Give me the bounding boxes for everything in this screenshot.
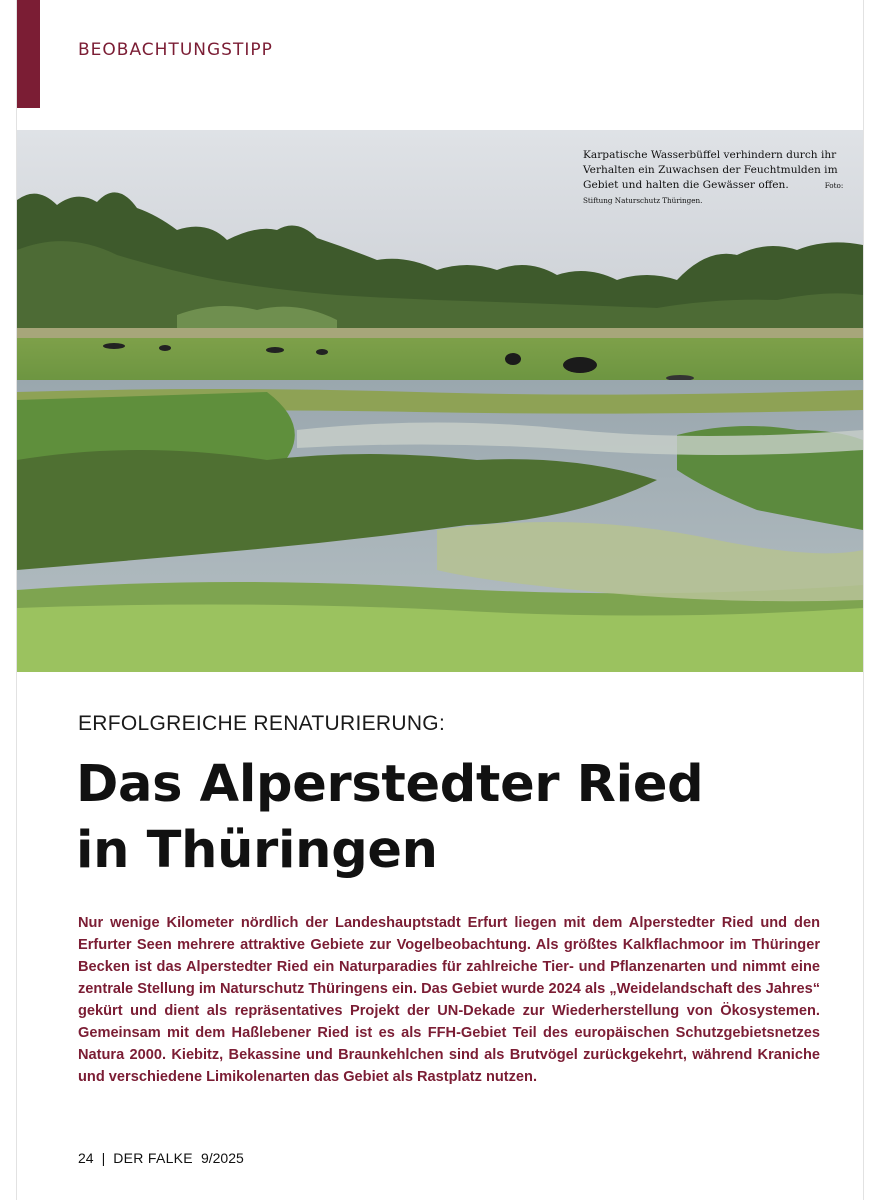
magazine-name: DER FALKE — [113, 1150, 193, 1166]
article-kicker: ERFOLGREICHE RENATURIERUNG: — [78, 712, 446, 735]
caption-text: Karpatische Wasserbüffel verhindern durch ihr Verhalten ein Zuwachsen der Feuchtmulden im Gebiet und halten die Gewässer offen. — [583, 149, 838, 191]
accent-bar — [17, 0, 40, 108]
footer-separator: | — [101, 1150, 106, 1166]
issue-number: 9/2025 — [200, 1150, 244, 1166]
article-intro: Nur wenige Kilometer nördlich der Landeshauptstadt Erfurt liegen mit dem Alperstedter Ried und den Erfurter Seen mehrere attraktive Gebiete zur Vogelbeobachtung. Als größtes Kalkflachmoor im Thüringer Becken ist das Alperstedter Ried ein Naturparadies für zahlreiche Tier- und Pflanzenarten und nimmt eine zentrale Stellung im Naturschutz Thüringens ein. Das Gebiet wurde 2024 als „Weidelandschaft des Jahres“ gekürt und dient als repräsentatives Projekt der UN-Dekade zur Wiederherstellung von Ökosystemen. Gemeinsam mit dem Haßlebener Ried ist es als FFH-Gebiet Teil des europäischen Schutzgebietsnetzes Natura 2000. Kiebitz, Bekassine und Braunkehlchen sind als Brutvögel zurückgekehrt, während Kraniche und verschiedene Limikolenarten das Gebiet als Rastplatz nutzen. — [78, 915, 820, 1085]
page-footer — [78, 1150, 244, 1166]
headline-line-1: Das Alperstedter Ried — [76, 755, 704, 814]
article-headline — [76, 752, 703, 884]
headline-line-2: in Thüringen — [76, 821, 438, 880]
page-number: 24 — [78, 1150, 94, 1166]
photo-caption — [583, 148, 853, 208]
section-label: BEOBACHTUNGSTIPP — [78, 40, 273, 60]
photo-credit: Foto: Stiftung Naturschutz Thüringen. — [583, 181, 844, 205]
wetland-photo — [17, 130, 863, 672]
